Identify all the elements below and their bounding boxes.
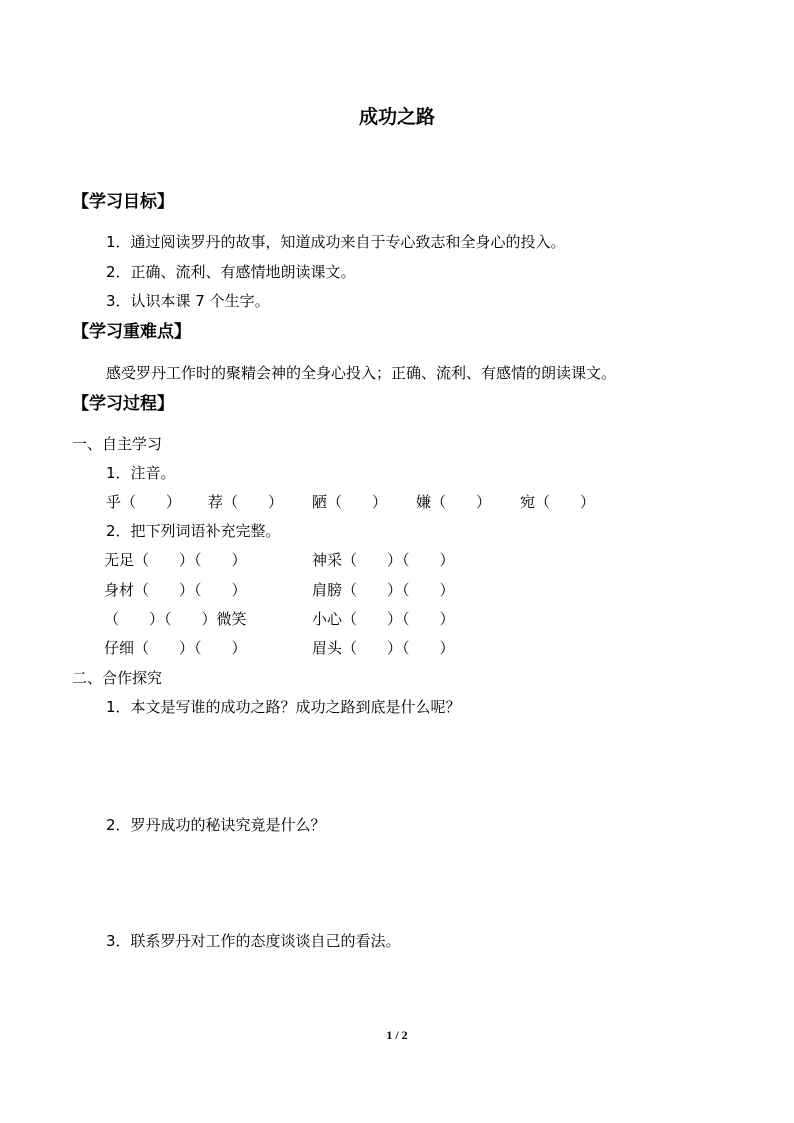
pinyin-item: 嫌（ ） [416,493,492,511]
page-number: 1 / 2 [386,1028,408,1042]
pinyin-item: 乎（ ） [106,493,182,511]
part2-heading: 二、合作探究 [72,669,163,687]
part1-heading: 一、自主学习 [72,435,163,453]
goal-item-3: 3．认识本课 7 个生字。 [106,292,270,310]
key-points-heading: 【学习重难点】 [72,322,191,342]
words-question: 2．把下列词语补充完整。 [106,522,281,540]
goal-item-2: 2．正确、流利、有感情地朗读课文。 [106,263,356,281]
key-points-text: 感受罗丹工作时的聚精会神的全身心投入；正确、流利、有感情的朗读课文。 [106,364,617,382]
pinyin-item: 陋（ ） [312,493,388,511]
discussion-question-2: 2．罗丹成功的秘诀究竟是什么？ [106,816,326,834]
pinyin-item: 宛（ ） [520,493,596,511]
discussion-question-3: 3．联系罗丹对工作的态度谈谈自己的看法。 [106,932,401,950]
discussion-question-1: 1．本文是写谁的成功之路？成功之路到底是什么呢？ [106,698,461,716]
goal-item-1: 1．通过阅读罗丹的故事，知道成功来自于专心致志和全身心的投入。 [106,233,566,251]
goals-heading: 【学习目标】 [72,192,174,212]
word-fill-item: 仔细（ ）（ ） [104,639,247,657]
pinyin-question: 1．注音。 [106,464,176,482]
pinyin-item: 荐（ ） [208,493,284,511]
word-fill-item: 小心（ ）（ ） [312,610,455,628]
word-fill-item: 无足（ ）（ ） [104,551,247,569]
word-fill-item: 身材（ ）（ ） [104,581,247,599]
word-fill-item: 神采（ ）（ ） [312,551,455,569]
word-fill-item: 肩膀（ ）（ ） [312,581,455,599]
process-heading: 【学习过程】 [72,394,174,414]
word-fill-item: 眉头（ ）（ ） [312,639,455,657]
page-title: 成功之路 [358,106,435,128]
word-fill-item: （ ）（ ）微笑 [104,610,247,628]
